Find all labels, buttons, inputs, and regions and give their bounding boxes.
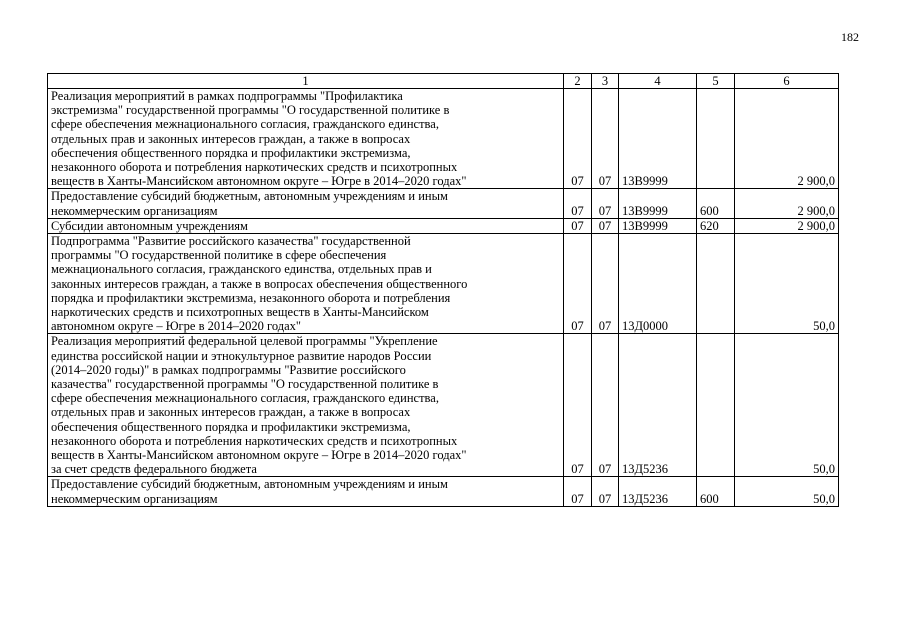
row-section: 07 bbox=[564, 477, 592, 506]
row-expense-type: 620 bbox=[697, 218, 735, 233]
table-header-row bbox=[48, 74, 839, 89]
row-subsection: 07 bbox=[592, 189, 619, 218]
row-amount: 2 900,0 bbox=[735, 89, 839, 189]
row-description: Предоставление субсидий бюджетным, автономным учреждениям и иным некоммерческим организациям bbox=[48, 189, 564, 218]
row-description: Подпрограмма "Развитие российского казачества" государственной программы "О государственной политике в сфере обеспечения межнационального согласия, гражданского единства, отдельных прав и законных интересов граждан, а также в вопросах обеспечения общественного порядка и профилактики экстремизма, незаконного оборота и потребления наркотических средств и психотропных веществ в Ханты-Мансийском автономном округе – Югре в 2014–2020 годах" bbox=[48, 234, 564, 334]
row-amount: 50,0 bbox=[735, 234, 839, 334]
column-header-subsection: 3 bbox=[592, 74, 619, 89]
row-expense-type: 600 bbox=[697, 477, 735, 506]
row-expense-type: 600 bbox=[697, 189, 735, 218]
row-subsection: 07 bbox=[592, 334, 619, 477]
row-amount: 2 900,0 bbox=[735, 218, 839, 233]
row-target-article: 13Д5236 bbox=[619, 477, 697, 506]
table-row bbox=[48, 334, 839, 477]
column-header-section: 2 bbox=[564, 74, 592, 89]
row-expense-type bbox=[697, 234, 735, 334]
row-target-article: 13В9999 bbox=[619, 218, 697, 233]
page-number: 182 bbox=[841, 30, 859, 44]
row-subsection: 07 bbox=[592, 218, 619, 233]
row-description: Субсидии автономным учреждениям bbox=[48, 218, 564, 233]
table-row bbox=[48, 189, 839, 218]
table-row bbox=[48, 477, 839, 506]
row-amount: 2 900,0 bbox=[735, 189, 839, 218]
table-row bbox=[48, 89, 839, 189]
table-row bbox=[48, 218, 839, 233]
row-section: 07 bbox=[564, 334, 592, 477]
row-expense-type bbox=[697, 334, 735, 477]
row-section: 07 bbox=[564, 234, 592, 334]
row-section: 07 bbox=[564, 189, 592, 218]
column-header-target-article: 4 bbox=[619, 74, 697, 89]
row-expense-type bbox=[697, 89, 735, 189]
column-header-amount: 6 bbox=[735, 74, 839, 89]
row-amount: 50,0 bbox=[735, 334, 839, 477]
row-subsection: 07 bbox=[592, 234, 619, 334]
budget-table bbox=[47, 73, 839, 507]
row-description: Предоставление субсидий бюджетным, автономным учреждениям и иным некоммерческим организациям bbox=[48, 477, 564, 506]
row-description: Реализация мероприятий федеральной целевой программы "Укрепление единства российской нации и этнокультурное развитие народов России (2014–2020 годы)" в рамках подпрограммы "Развитие российского казачества" государственной программы "О государственной политике в сфере обеспечения межнационального согласия, гражданского единства, отдельных прав и законных интересов граждан, а также в вопросах обеспечения общественного порядка и профилактики экстремизма, незаконного оборота и потребления наркотических средств и психотропных веществ в Ханты-Мансийском автономном округе – Югре в 2014–2020 годах" за счет средств федерального бюджета bbox=[48, 334, 564, 477]
row-target-article: 13В9999 bbox=[619, 189, 697, 218]
row-subsection: 07 bbox=[592, 89, 619, 189]
row-target-article: 13Д0000 bbox=[619, 234, 697, 334]
row-target-article: 13В9999 bbox=[619, 89, 697, 189]
table-row bbox=[48, 234, 839, 334]
row-section: 07 bbox=[564, 218, 592, 233]
row-subsection: 07 bbox=[592, 477, 619, 506]
row-section: 07 bbox=[564, 89, 592, 189]
row-description: Реализация мероприятий в рамках подпрограммы "Профилактика экстремизма" государственной программы "О государственной политике в сфере обеспечения межнационального согласия, гражданского единства, отдельных прав и законных интересов граждан, а также в вопросах обеспечения общественного порядка и профилактики экстремизма, незаконного оборота и потребления наркотических средств и психотропных веществ в Ханты-Мансийском автономном округе – Югре в 2014–2020 годах" bbox=[48, 89, 564, 189]
column-header-expense-type: 5 bbox=[697, 74, 735, 89]
row-amount: 50,0 bbox=[735, 477, 839, 506]
row-target-article: 13Д5236 bbox=[619, 334, 697, 477]
column-header-description: 1 bbox=[48, 74, 564, 89]
